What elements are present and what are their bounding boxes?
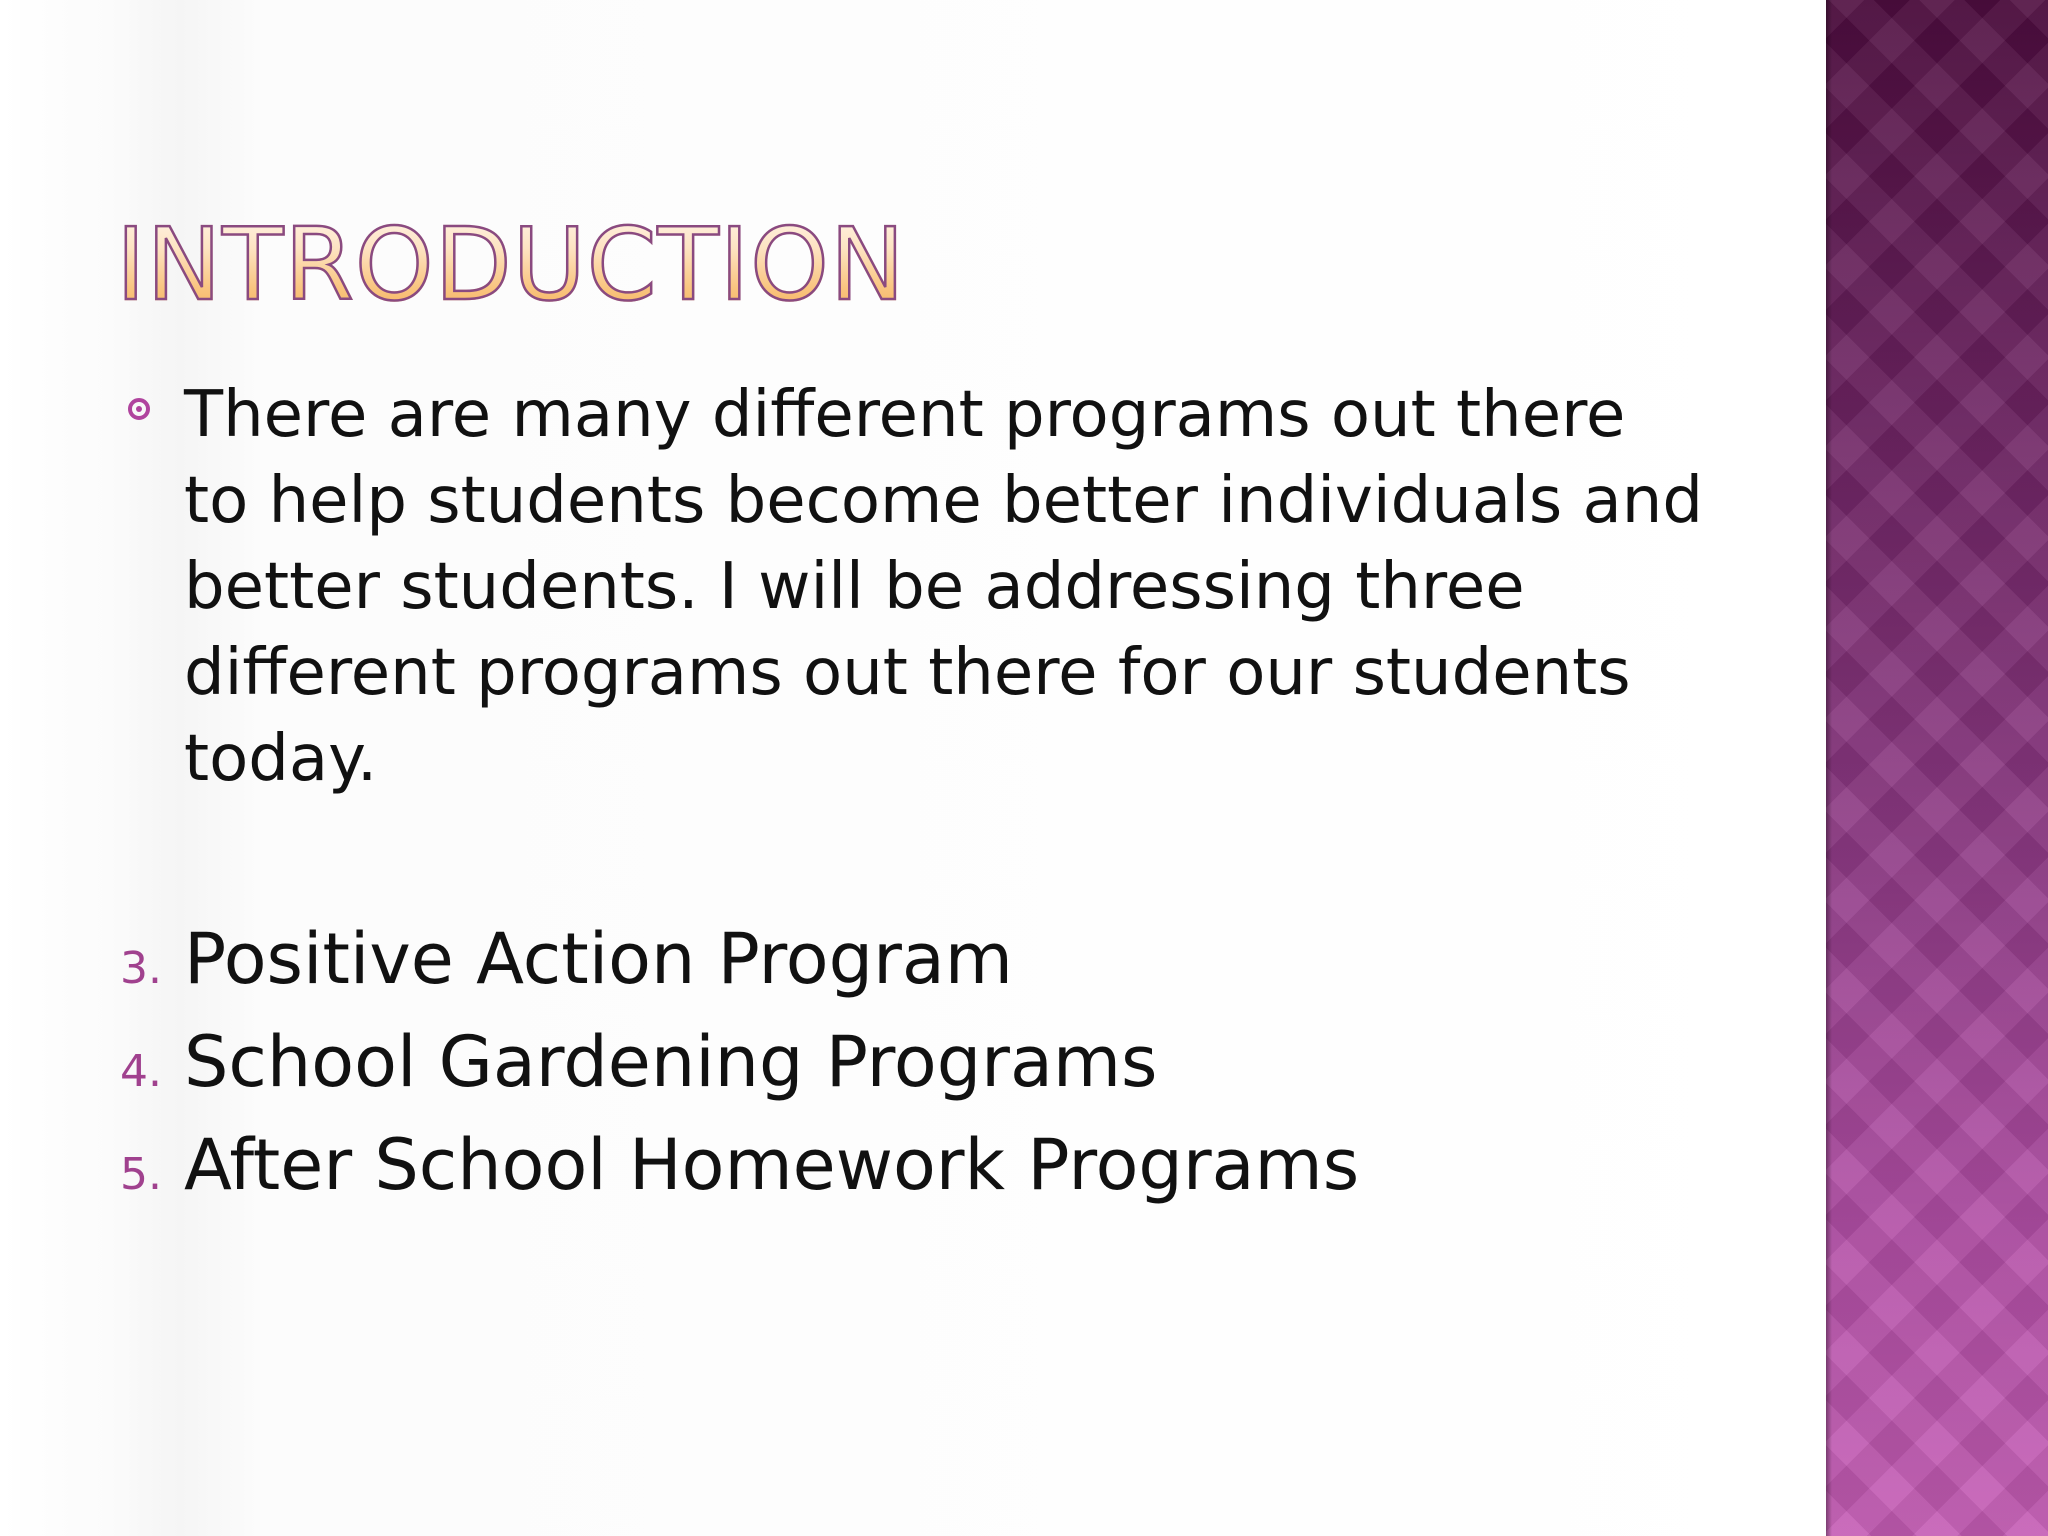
list-item <box>120 918 1359 1021</box>
slide-title: INTRODUCTION <box>116 206 906 323</box>
list-item-label: School Gardening Programs <box>184 1021 1158 1103</box>
intro-bullet-text: There are many different programs out there to help students become better individuals and better students. I will be addressing three different programs out there for our students today. <box>184 378 1703 796</box>
list-item-label: After School Homework Programs <box>184 1124 1360 1206</box>
list-item <box>120 1021 1359 1124</box>
decorative-side-panel <box>1826 0 2048 1536</box>
side-panel-shadow <box>1826 0 1832 1536</box>
circle-dot-bullet-icon <box>128 398 150 420</box>
list-item-label: Positive Action Program <box>184 918 1013 1000</box>
programs-list <box>120 918 1359 1227</box>
list-item-number: 5. <box>120 1149 162 1200</box>
list-item <box>120 1124 1359 1227</box>
list-item-number: 4. <box>120 1046 162 1097</box>
list-item-number: 3. <box>120 943 162 994</box>
